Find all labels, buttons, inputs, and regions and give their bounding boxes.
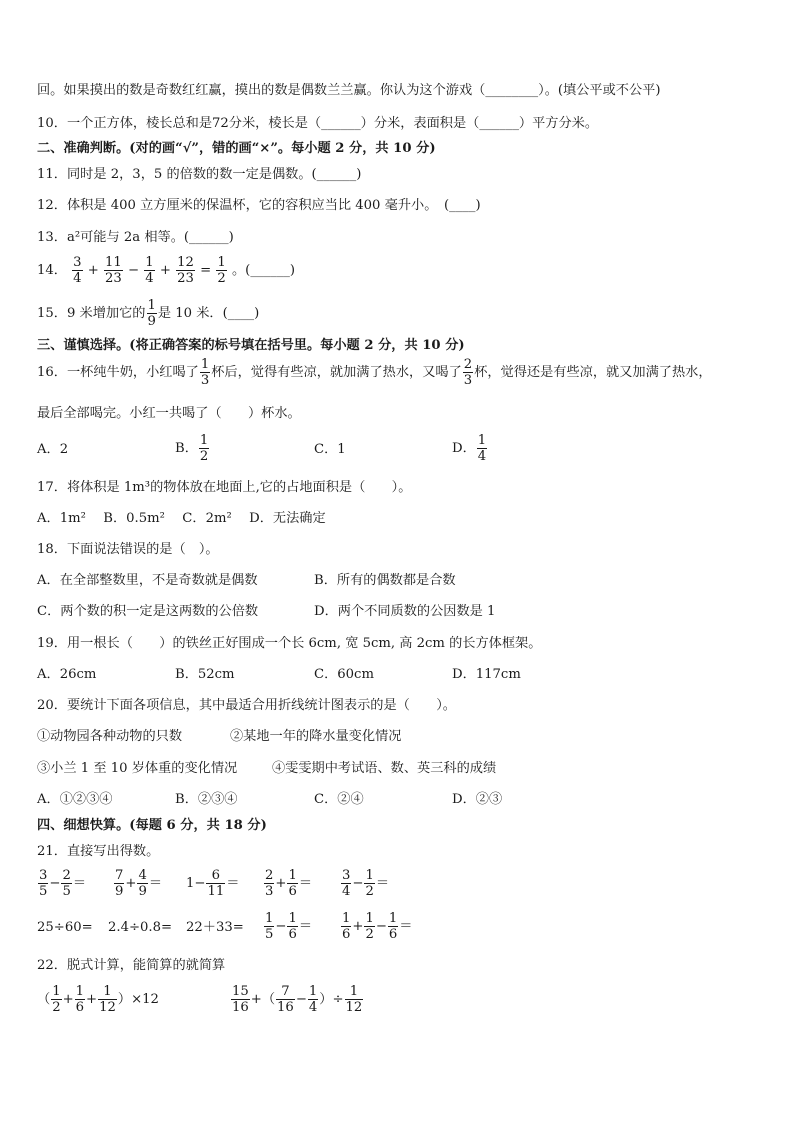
q14-suffix: 。(______) xyxy=(231,263,296,278)
q20-option-d: D．②③ xyxy=(452,792,503,807)
q21-expr-9: $\frac{1}{5}$ − $\frac{1}{6}$ ＝ xyxy=(265,911,313,942)
q21-expr-7: 2.4÷0.8= xyxy=(108,920,173,935)
q18-option-b: B．所有的偶数都是合数 xyxy=(314,573,456,588)
q20-item-3: ③小兰 1 至 10 岁体重的变化情况 xyxy=(37,761,238,776)
question-18: 18．下面说法错误的是（ ）。 xyxy=(37,542,219,557)
question-16: 16．一杯纯牛奶，小红喝了 $\frac{1}{3}$ 杯后，觉得有些凉，就加满了热水，又喝了 $\frac{2}{3}$ 杯，觉得还是有些凉，就又加满了热水， xyxy=(37,357,712,388)
q16-option-c: C．1 xyxy=(314,442,346,457)
question-16-line2: 最后全部喝完。小红一共喝了（ ）杯水。 xyxy=(37,406,301,421)
fraction-1-4-opt: $\frac{1}{4}$ xyxy=(477,433,487,464)
q22-expr-2: $\frac{15}{16}$ +（ $\frac{7}{16}$ − $\frac{1}{4}$ ）÷ $\frac{1}{12}$ xyxy=(232,984,363,1015)
q20-item-4: ④雯雯期中考试语、数、英三科的成绩 xyxy=(272,761,497,776)
fraction-1-9: $\frac{1}{9}$ xyxy=(147,298,156,329)
q21-expr-6: 25÷60= xyxy=(37,920,93,935)
q21-expr-2: $\frac{7}{9}$ + $\frac{4}{9}$ ＝ xyxy=(115,868,163,899)
q21-expr-5: $\frac{3}{4}$ − $\frac{1}{2}$ ＝ xyxy=(342,868,390,899)
section-4-heading: 四、细想快算。(每题 6 分，共 18 分) xyxy=(37,818,267,833)
fraction-12-23: $\frac{12}{23}$ xyxy=(177,255,194,286)
q22-expr-1: （ $\frac{1}{2}$ + $\frac{1}{6}$ + $\frac{1}{12}$ ）×12 xyxy=(37,984,159,1015)
question-11: 11．同时是 2，3，5 的倍数的数一定是偶数。(______) xyxy=(37,167,362,182)
fraction-11-23: $\frac{11}{23}$ xyxy=(105,255,122,286)
q19-option-b: B．52cm xyxy=(175,667,235,682)
q19-option-d: D．117cm xyxy=(452,667,521,682)
q21-expr-1: $\frac{3}{5}$ − $\frac{2}{5}$ ＝ xyxy=(39,868,87,899)
line-q9-continuation: 回。如果摸出的数是奇数红红赢，摸出的数是偶数兰兰赢。你认为这个游戏（________）。(填公平或不公平) xyxy=(37,83,661,98)
q21-expr-4: $\frac{2}{3}$ + $\frac{1}{6}$ ＝ xyxy=(265,868,313,899)
q18-option-d: D．两个不同质数的公因数是 1 xyxy=(314,604,496,619)
q18-option-c: C．两个数的积一定是这两数的公倍数 xyxy=(37,604,259,619)
q20-option-a: A．①②③④ xyxy=(37,792,113,807)
q20-option-b: B．②③④ xyxy=(175,792,238,807)
fraction-1-3: $\frac{1}{3}$ xyxy=(200,357,210,388)
q21-expr-8: 22＋33= xyxy=(186,920,244,935)
q17-options: A．1m² B．0.5m² C．2m² D．无法确定 xyxy=(37,511,326,526)
q16-option-a: A．2 xyxy=(37,442,69,457)
question-22: 22．脱式计算，能简算的就简算 xyxy=(37,958,226,973)
fraction-1-2: $\frac{1}{2}$ xyxy=(217,255,226,286)
q16-option-b: B． $\frac{1}{2}$ xyxy=(175,433,209,464)
q20-item-1: ①动物园各种动物的只数 xyxy=(37,729,183,744)
q18-option-a: A．在全部整数里，不是奇数就是偶数 xyxy=(37,573,258,588)
q14-prefix: 14． xyxy=(37,263,67,278)
question-21: 21．直接写出得数。 xyxy=(37,844,160,859)
q21-expr-10: $\frac{1}{6}$ + $\frac{1}{2}$ − $\frac{1}{6}$ ＝ xyxy=(342,911,413,942)
fraction-1-2-opt: $\frac{1}{2}$ xyxy=(199,433,209,464)
q20-option-c: C．②④ xyxy=(314,792,364,807)
question-17: 17．将体积是 1m³的物体放在地面上,它的占地面积是（ ）。 xyxy=(37,480,412,495)
fraction-1-4: $\frac{1}{4}$ xyxy=(145,255,154,286)
section-2-heading: 二、准确判断。(对的画“√”，错的画“×”。每小题 2 分，共 10 分) xyxy=(37,141,436,156)
q16-option-d: D． $\frac{1}{4}$ xyxy=(452,433,487,464)
question-20: 20．要统计下面各项信息，其中最适合用折线统计图表示的是（ ）。 xyxy=(37,698,456,713)
question-14: 14． $\frac{3}{4}$ + $\frac{11}{23}$ − $\frac{1}{4}$ + $\frac{12}{23}$ = $\frac{1}{2}$ 。(______) xyxy=(37,255,296,286)
q21-expr-3: 1− $\frac{6}{11}$ ＝ xyxy=(186,868,240,899)
question-15: 15．9 米增加它的 $\frac{1}{9}$ 是 10 米．(____) xyxy=(37,298,260,329)
fraction-2-3: $\frac{2}{3}$ xyxy=(463,357,473,388)
fraction-3-4: $\frac{3}{4}$ xyxy=(73,255,82,286)
question-10: 10．一个正方体，棱长总和是72分米，棱长是（______）分米，表面积是（______）平方分米。 xyxy=(37,116,599,131)
q20-item-2: ②某地一年的降水量变化情况 xyxy=(230,729,402,744)
q19-option-c: C．60cm xyxy=(314,667,374,682)
question-13: 13．a²可能与 2a 相等。(______) xyxy=(37,230,234,245)
question-12: 12．体积是 400 立方厘米的保温杯，它的容积应当比 400 毫升小。 (____) xyxy=(37,198,481,213)
q19-option-a: A．26cm xyxy=(37,667,97,682)
question-19: 19．用一根长（ ）的铁丝正好围成一个长 6cm, 宽 5cm, 高 2cm 的长方体框架。 xyxy=(37,636,542,651)
section-3-heading: 三、谨慎选择。(将正确答案的标号填在括号里。每小题 2 分，共 10 分) xyxy=(37,338,465,353)
